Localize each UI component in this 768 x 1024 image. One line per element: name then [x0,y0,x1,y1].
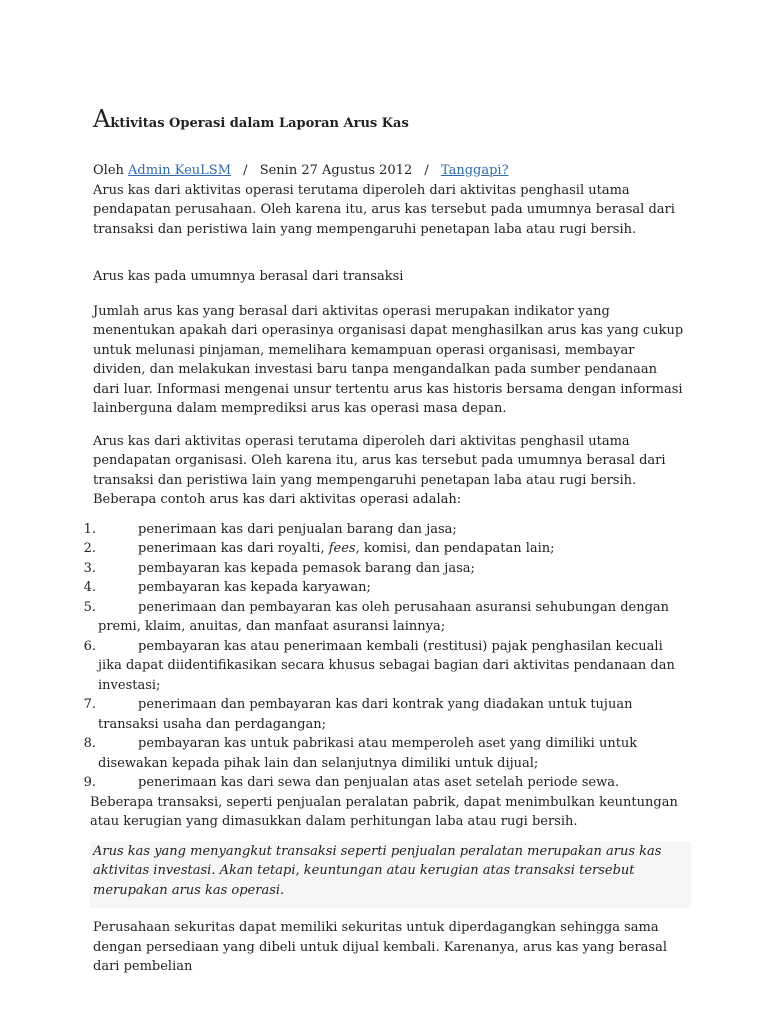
author-link[interactable]: Admin KeuLSM [128,163,232,178]
title-text: ktivitas Operasi dalam Laporan Arus Kas [110,116,409,131]
list-number: 6. [83,638,96,654]
paragraph-3: Beberapa transaksi, seperti penjualan peralatan pabrik, dapat menimbulkan keuntungan atau kerugian yang dimasukkan dalam perhitungan laba atau rugi bersih. [90,794,678,829]
title-drop-cap: A [93,105,111,133]
paragraph-2: Arus kas dari aktivitas operasi terutama diperoleh dari aktivitas penghasil utama pendapatan organisasi. Oleh karena itu, arus kas tersebut pada umumnya berasal dari transaksi dan peristiwa lain yang mempengaruhi penetapan laba atau rugi bersih. Beberapa contoh arus kas dari aktivitas operasi adalah: [93,433,666,507]
list-number: 1. [83,521,96,537]
list-text: , komisi, dan pendapatan lain; [355,541,555,556]
list-text-emphasis: fees [328,541,356,556]
list-number: 7. [83,697,96,712]
list-number: 9. [83,775,96,790]
examples-list [78,520,685,793]
list-item [78,539,685,559]
list-text: penerimaan kas dari royalti, [138,541,329,556]
paragraph-1: Jumlah arus kas yang berasal dari aktivitas operasi merupakan indikator yang menentukan apakah dari operasinya organisasi dapat menghasilkan arus kas yang cukup untuk melunasi pinjaman, memelihara kemampuan operasi organisasi, membayar dividen, dan melakukan investasi baru tanpa mengandalkan pada sumber pendanaan dari luar. Informasi mengenai unsur tertentu arus kas historis bersama dengan informasi lainberguna dalam memprediksi arus kas operasi masa depan. [93,303,684,416]
list-text: penerimaan dan pembayaran kas oleh perusahaan asuransi sehubungan dengan premi, klaim, anuitas, dan manfaat asuransi lainnya; [98,599,670,634]
list-text: pembayaran kas kepada pemasok barang dan jasa; [138,560,475,576]
list-text: pembayaran kas kepada karyawan; [138,580,371,595]
byline-separator: / [243,163,248,178]
list-item [78,734,685,773]
subheading: Arus kas pada umumnya berasal dari transaksi [93,269,404,284]
article-title [93,104,685,139]
list-item [78,578,685,598]
intro-paragraph: Arus kas dari aktivitas operasi terutama diperoleh dari aktivitas penghasil utama pendapatan perusahaan. Oleh karena itu, arus kas tersebut pada umumnya berasal dari transaksi dan peristiwa lain yang mempengaruhi penetapan laba atau rugi bersih. [93,182,675,237]
list-number: 8. [83,736,96,751]
list-item [78,520,685,540]
list-item [78,598,685,637]
byline-date: Senin 27 Agustus 2012 [259,163,413,178]
list-text: pembayaran kas atau penerimaan kembali (restitusi) pajak penghasilan kecuali jika dapat diidentifikasikan secara khusus sebagai bagian dari aktivitas pendanaan dan investasi; [98,638,675,693]
list-number: 5. [83,599,96,615]
list-number: 2. [83,541,96,556]
list-item [78,637,685,696]
byline-prefix: Oleh [93,163,124,178]
list-item [78,559,685,579]
list-text: penerimaan dan pembayaran kas dari kontrak yang diadakan untuk tujuan transaksi usaha dan perdagangan; [98,697,633,732]
paragraph-4: Perusahaan sekuritas dapat memiliki sekuritas untuk diperdagangkan sehingga sama dengan persediaan yang dibeli untuk dijual kembali. Karenanya, arus kas yang berasal dari pembelian [93,920,668,974]
list-item [78,695,685,734]
list-text: penerimaan kas dari sewa dan penjualan atas aset setelah periode sewa. [138,775,620,790]
list-text: penerimaan kas dari penjualan barang dan jasa; [138,521,457,537]
article-body [83,104,685,977]
list-item [78,773,685,793]
byline [93,161,685,181]
list-number: 3. [83,560,96,576]
byline-separator: / [424,163,429,178]
blockquote: Arus kas yang menyangkut transaksi seperti penjualan peralatan merupakan arus kas aktivitas investasi. Akan tetapi, keuntungan atau kerugian atas transaksi tersebut merupakan arus kas operasi. [90,842,691,909]
list-text: pembayaran kas untuk pabrikasi atau memperoleh aset yang dimiliki untuk disewakan kepada pihak lain dan selanjutnya dimiliki untuk dijual; [98,736,638,771]
list-number: 4. [83,580,96,595]
comment-link[interactable]: Tanggapi? [440,163,509,178]
